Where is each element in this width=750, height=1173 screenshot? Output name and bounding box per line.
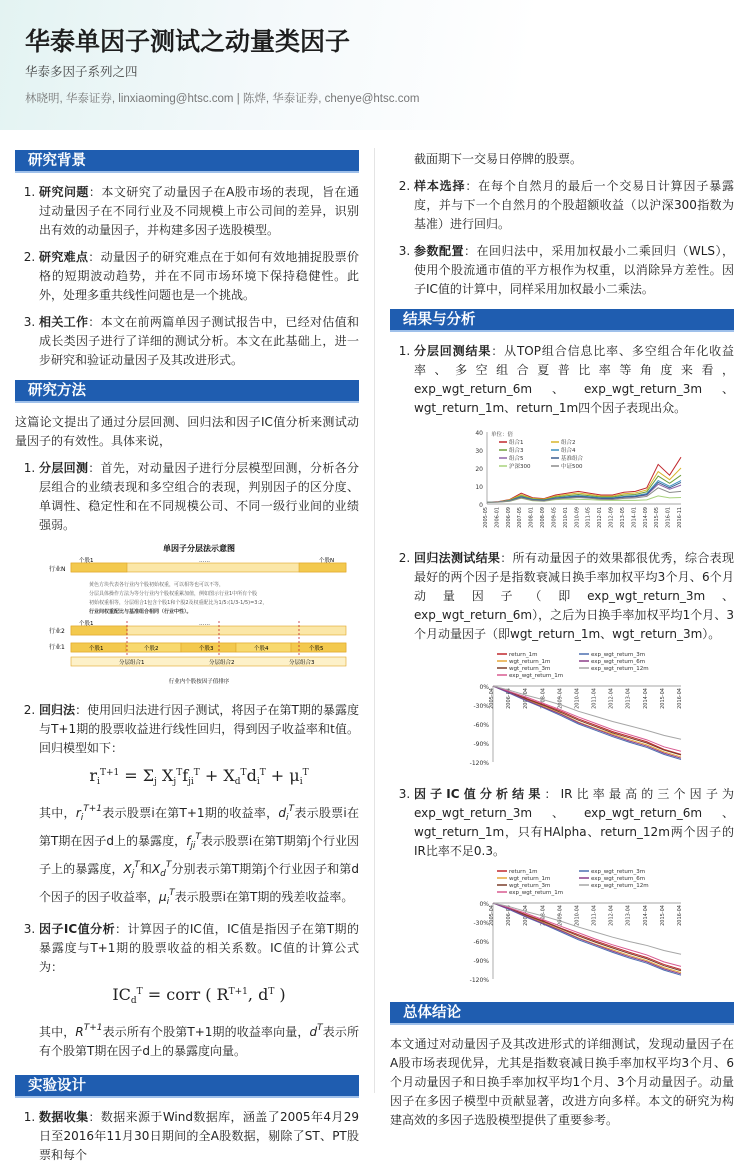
section-heading-design: 实验设计 <box>15 1075 359 1098</box>
legend-entry: 组合5 <box>509 456 524 462</box>
x-tick-label: 2009-04 <box>557 688 564 709</box>
svg-text:个股4: 个股4 <box>254 646 269 652</box>
svg-text:个股3: 个股3 <box>199 646 214 652</box>
x-tick-label: 2009-05 <box>551 507 558 528</box>
svg-text:黄色方块代表各行业内个股初始权重，可以相等也可以不等，: 黄色方块代表各行业内个股初始权重，可以相等也可以不等， <box>89 582 225 588</box>
row-label-n: 行业N <box>49 566 66 573</box>
y-tick-label: -90% <box>473 958 489 965</box>
y-tick-label: -30% <box>473 920 489 927</box>
design-continuation: 截面期下一交易日停牌的股票。 <box>414 152 583 166</box>
svg-text:个股2: 个股2 <box>144 646 159 652</box>
poster-subtitle: 华泰多因子系列之四 <box>25 64 138 79</box>
legend-entry: 基准组合 <box>561 456 584 462</box>
x-tick-label: 2006-09 <box>505 507 512 528</box>
x-tick-label: 2012-09 <box>608 507 615 528</box>
x-tick-label: 2007-04 <box>523 688 530 709</box>
list-item: 3. 因子IC值分析：计算因子的IC值，IC值是指因子在第T期的暴露度与T+1期的股票收益的相关系数。IC值的计算公式为： $IC_d^T$ = corr ( $R^{T+1}$, $d^T$ ) 其中，$R^{T+1}$表示所有个股第T+1期的收益率向量，$d^T$表示所有个股第T期在因子d上的暴露度向量。 <box>39 920 359 1061</box>
svg-text:初始权重相等，分层组合1包含个股1和个股2及权重配比为1/5: 初始权重相等，分层组合1包含个股1和个股2及权重配比为1/5:(1/3-1/5)=3:2， <box>89 600 268 606</box>
list-item: 2. 研究难点：动量因子的研究难点在于如何有效地捕捉股票价格的短期波动趋势，并在不同市场环境下保持稳健性。此外，处理多重共线性问题也是一个挑战。 <box>39 248 359 305</box>
left-column <box>15 150 359 1173</box>
list-item: 2. 回归法测试结果：所有动量因子的效果都很优秀，综合表现最好的两个因子是指数衰减日换手率加权平均3个月、6个月动量因子（即exp_wgt_return_3m、exp_wgt_return_6m），之后为日换手率加权平均1个月、3个月动量因子（即wgt_return_1m、wgt_return_3m）。 return_1m wgt_return_1m wgt_return_3m exp_wgt_return_1m exp_wgt_return_3m exp_wgt_return_6m exp_wgt_return_12m 0% -30% -60% -90% -120% 2005-04 2006-04 2007-04 2008-04 2009-04 2010-04 2011-04 2012-04 2013-04 2014-04 2015-04 2016-04 <box>414 549 734 775</box>
x-tick-label: 2014-09 <box>642 507 649 528</box>
y-tick-label: 10 <box>475 484 483 491</box>
x-tick-label: 2012-04 <box>608 688 615 709</box>
list-item: 3. 参数配置：在回归法中，采用加权最小二乘回归（WLS），使用个股流通市值的平方根作为权重，以消除异方差性。因子IC值的计算中，同样采用加权最小二乘法。 <box>414 242 734 299</box>
x-tick-label: 2008-09 <box>540 507 547 528</box>
list-item: 1. 分层回测：首先，对动量因子进行分层模型回测，分析各分层组合的业绩表现和多空组合的表现，判别因子的区分度、单调性、稳定性和在不同规模公司、不同一级行业间的业绩强弱。 单因子分层法示意图 行业N 个股1 个股N …… 黄色方块代表各行业内个股初始权重，可以相等也可以不等， 分层具体操作方法为等分行业内个股权重累加值，例如图示行业1中所有个股 初始权重相等，分层组合1包含个股1和个股2及权重配比为1/5:(1/3-1/5)=3:2， 行业间权重配比与基准组合相同（行业中性）。 行业2 个股1 …… 行业1 个股1 个股2 个股3 个股4 个股5 分层组合1 分层组合2 分层组合3 行业内个股按因子值排序 <box>39 459 359 691</box>
regression-drawdown-chart <box>459 650 689 775</box>
x-tick-label: 2006-04 <box>506 688 513 709</box>
x-tick-label: 2010-09 <box>574 507 581 528</box>
x-tick-label: 2016-01 <box>665 507 672 528</box>
legend-entry: exp_wgt_return_3m <box>591 652 646 658</box>
x-tick-label: 2010-04 <box>574 688 581 709</box>
design-list <box>15 1108 359 1165</box>
results-list <box>390 342 734 992</box>
y-tick-label: 0 <box>479 502 483 509</box>
method-intro: 这篇论文提出了通过分层回测、回归法和因子IC值分析来测试动量因子的有效性。具体来说， <box>15 415 359 448</box>
right-column <box>390 150 734 1130</box>
svg-text:个股1: 个股1 <box>79 558 94 564</box>
poster-title: 华泰单因子测试之动量类因子 <box>25 27 351 56</box>
legend-entry: 组合1 <box>509 440 524 446</box>
x-tick-label: 2013-04 <box>625 905 632 926</box>
legend-entry: wgt_return_3m <box>509 666 551 672</box>
svg-text:分层组合3: 分层组合3 <box>289 660 315 666</box>
design-text-truncated: ：数据来源于Wind数据库，涵盖了2005年4月29日至2016年11月30日期间的全A股数据，剔除了ST、PT股票和每个 <box>39 1110 359 1162</box>
layer-backtest-chart <box>459 424 689 539</box>
x-tick-label: 2010-04 <box>574 905 581 926</box>
svg-text:个股5: 个股5 <box>309 646 324 652</box>
x-tick-label: 2014-04 <box>642 688 649 709</box>
author-line: 林晓明, 华泰证券, linxiaoming@htsc.com | 陈烨, 华泰证券, chenye@htsc.com <box>25 93 420 105</box>
x-tick-label: 2016-04 <box>677 688 683 709</box>
list-item: 3. 因子IC值分析结果：IR比率最高的三个因子为exp_wgt_return_3m、exp_wgt_return_6m、wgt_return_1m，只有HAlpha、return_12m两个因子的IR比率不足0.3。 return_1m wgt_return_1m wgt_return_3m exp_wgt_return_1m exp_wgt_return_3m exp_wgt_return_6m exp_wgt_return_12m 0% -30% -60% -90% -120% 2005-04 2006-04 2007-04 2008-04 2009-04 2010-04 2011-04 2012-04 2013-04 2014-04 2015-04 2016-04 <box>414 785 734 992</box>
regression-formula: $r_i^{T+1} = \Sigma_j$ $X_j^Tf_{ji}^T + X_d^Td_i^T + \mu_i^T$ <box>89 766 309 787</box>
x-tick-label: 2015-04 <box>659 905 666 926</box>
svg-text:行业2: 行业2 <box>49 628 65 635</box>
x-tick-label: 2014-01 <box>631 507 638 528</box>
legend-entry: exp_wgt_return_1m <box>509 890 564 896</box>
y-tick-label: -120% <box>469 977 489 984</box>
x-tick-label: 2007-05 <box>517 507 524 528</box>
x-tick-label: 2008-01 <box>528 507 535 528</box>
svg-text:行业间权重配比与基准组合相同（行业中性）。: 行业间权重配比与基准组合相同（行业中性）。 <box>89 609 192 615</box>
list-item: 1. 数据收集：数据来源于Wind数据库，涵盖了2005年4月29日至2016年11月30日期间的全A股数据，剔除了ST、PT股票和每个 <box>39 1108 359 1165</box>
y-tick-label: 40 <box>475 430 483 437</box>
section-heading-results: 结果与分析 <box>390 309 734 332</box>
section-heading-conclusion: 总体结论 <box>390 1002 734 1025</box>
column-divider <box>374 148 375 1093</box>
diagram-title: 单因子分层法示意图 <box>163 544 235 553</box>
x-tick-label: 2013-05 <box>619 507 626 528</box>
design-list-cont <box>390 177 734 299</box>
legend-entry: 组合2 <box>561 440 576 446</box>
x-tick-label: 2008-04 <box>540 905 547 926</box>
list-item: 1. 分层回测结果：从TOP组合信息比率、多空组合年化收益率、多空组合夏普比率等角度来看，exp_wgt_return_6m、exp_wgt_return_3m、wgt_return_1m、return_1m四个因子表现出众。 0 10 20 30 40 单位：倍 2005-05 2006-01 2006-09 2007-05 2008-01 2008-09 2009-05 2010-01 2010-09 2011-05 2012-01 2012-09 2013-05 2014-01 2014-09 2015-05 2016-01 2016-11 组合1 组合2 组合3 组合4 组合5 基准组合 沪深300 中证500 <box>414 342 734 539</box>
svg-text:行业1: 行业1 <box>49 644 65 651</box>
legend-entry: exp_wgt_return_12m <box>591 666 649 672</box>
section-heading-background: 研究背景 <box>15 150 359 173</box>
background-list <box>15 183 359 370</box>
x-tick-label: 2005-04 <box>489 688 495 709</box>
y-tick-label: -120% <box>469 760 489 767</box>
x-tick-label: 2007-04 <box>523 905 530 926</box>
list-item: 2. 回归法：使用回归法进行因子测试，将因子在第T期的暴露度与T+1期的股票收益进行线性回归，得到因子收益率和t值。回归模型如下： $r_i^{T+1} = \Sigma_j$ $X_j^Tf_{ji}^T + X_d^Td_i^T + \mu_i^T$ 其中，$r_i^{T+1}$表示股票i在第T+1期的收益率，$d_i^T$表示股票i在第T期在因子d上的暴露度，$f_{ji}^T$表示股票i在第T期第j个行业因子上的暴露度，$X_j^T$和$X_d^T$分别表示第T期第j个行业因子和第d个因子的因子收益率，$\mu_i^T$表示股票i在第T期的残差收益率。 <box>39 701 359 912</box>
legend-entry: exp_wgt_return_1m <box>509 673 564 679</box>
svg-text:个股1: 个股1 <box>79 621 94 627</box>
legend-entry: exp_wgt_return_6m <box>591 659 646 665</box>
legend-entry: return_1m <box>509 652 538 658</box>
x-tick-label: 2015-04 <box>659 688 666 709</box>
legend-entry: wgt_return_1m <box>509 876 551 882</box>
section-heading-method: 研究方法 <box>15 380 359 403</box>
y-tick-label: -30% <box>473 703 489 710</box>
y-axis-label: 单位：倍 <box>491 432 514 438</box>
x-tick-label: 2011-04 <box>591 688 598 709</box>
series-line <box>493 903 681 971</box>
conclusion-text: 本文通过对动量因子及其改进形式的详细测试，发现动量因子在A股市场表现优异，尤其是指数衰减日换手率加权平均3个月、6个月动量因子和日换手率加权平均1个月、3个月动量因子。动量因子在多因子模型中贡献显著，改进方向多样。本文的研究为构建高效的多因子选股模型提供了重要参考。 <box>390 1037 734 1127</box>
series-line <box>493 686 681 739</box>
x-tick-label: 2010-01 <box>562 507 569 528</box>
list-item: 1. 研究问题：本文研究了动量因子在A股市场的表现，旨在通过动量因子在不同行业及不同规模上市公司间的差异，识别出有效的动量因子，并构建多因子选股模型。 <box>39 183 359 240</box>
x-tick-label: 2006-04 <box>506 905 513 926</box>
ic-drawdown-chart <box>459 867 689 992</box>
y-tick-label: -90% <box>473 741 489 748</box>
legend-entry: 中证500 <box>561 464 583 470</box>
y-tick-label: 0% <box>479 901 489 908</box>
svg-text:个股1: 个股1 <box>89 646 104 652</box>
x-tick-label: 2016-11 <box>677 507 683 528</box>
y-tick-label: 30 <box>475 448 483 455</box>
legend-entry: exp_wgt_return_3m <box>591 869 646 875</box>
x-tick-label: 2008-04 <box>540 688 547 709</box>
ic-formula: $IC_d^T$ = corr ( $R^{T+1}$, $d^T$ ) <box>112 985 286 1006</box>
svg-text:……: …… <box>199 558 210 564</box>
svg-text:行业内个股按因子值排序: 行业内个股按因子值排序 <box>168 679 230 685</box>
x-tick-label: 2014-04 <box>642 905 649 926</box>
method-list <box>15 459 359 1061</box>
svg-text:分层组合1: 分层组合1 <box>119 660 145 666</box>
ic-explain: 其中，$R^{T+1}$表示所有个股第T+1期的收益率向量，$d^T$表示所有个股第T期在因子d上的暴露度向量。 <box>39 1023 359 1058</box>
y-tick-label: -60% <box>473 939 489 946</box>
legend-entry: wgt_return_1m <box>509 659 551 665</box>
legend-entry: return_1m <box>509 869 538 875</box>
y-tick-label: 20 <box>475 466 483 473</box>
list-item: 2. 样本选择：在每个自然月的最后一个交易日计算因子暴露度，并与下一个自然月的个股超额收益（以沪深300指数为基准）进行回归。 <box>414 177 734 234</box>
legend-entry: wgt_return_3m <box>509 883 551 889</box>
x-tick-label: 2012-04 <box>608 905 615 926</box>
legend-entry: 沪深300 <box>509 464 531 470</box>
legend-entry: 组合3 <box>509 448 524 454</box>
x-tick-label: 2015-05 <box>654 507 661 528</box>
svg-text:分层组合2: 分层组合2 <box>209 660 235 666</box>
regression-explain: 其中，$r_i^{T+1}$表示股票i在第T+1期的收益率，$d_i^T$表示股票i在第T期在因子d上的暴露度，$f_{ji}^T$表示股票i在第T期第j个行业因子上的暴露度，$X_j^T$和$X_d^T$分别表示第T期第j个行业因子和第d个因子的因子收益率，$\mu_i^T$表示股票i在第T期的残差收益率。 <box>39 804 360 907</box>
y-tick-label: -60% <box>473 722 489 729</box>
list-item: 3. 相关工作：本文在前两篇单因子测试报告中，已经对估值和成长类因子进行了详细的测试分析。本文在此基础上，进一步研究和验证动量因子及其改进形式。 <box>39 313 359 370</box>
x-tick-label: 2011-05 <box>585 507 592 528</box>
x-tick-label: 2005-05 <box>483 507 489 528</box>
x-tick-label: 2012-01 <box>597 507 604 528</box>
x-tick-label: 2013-04 <box>625 688 632 709</box>
y-tick-label: 0% <box>479 684 489 691</box>
svg-text:分层具体操作方法为等分行业内个股权重累加值，例如图示行业1中: 分层具体操作方法为等分行业内个股权重累加值，例如图示行业1中所有个股 <box>89 591 258 597</box>
x-tick-label: 2009-04 <box>557 905 564 926</box>
series-line <box>493 686 681 751</box>
legend-entry: exp_wgt_return_6m <box>591 876 646 882</box>
x-tick-label: 2016-04 <box>677 905 683 926</box>
poster-header <box>0 0 750 130</box>
legend-entry: 组合4 <box>561 448 576 454</box>
x-tick-label: 2006-01 <box>494 507 501 528</box>
svg-text:……: …… <box>199 621 210 627</box>
layer-diagram <box>49 541 349 691</box>
x-tick-label: 2005-04 <box>489 905 495 926</box>
svg-text:个股N: 个股N <box>319 558 335 564</box>
series-line <box>493 903 681 954</box>
legend-entry: exp_wgt_return_12m <box>591 883 649 889</box>
x-tick-label: 2011-04 <box>591 905 598 926</box>
